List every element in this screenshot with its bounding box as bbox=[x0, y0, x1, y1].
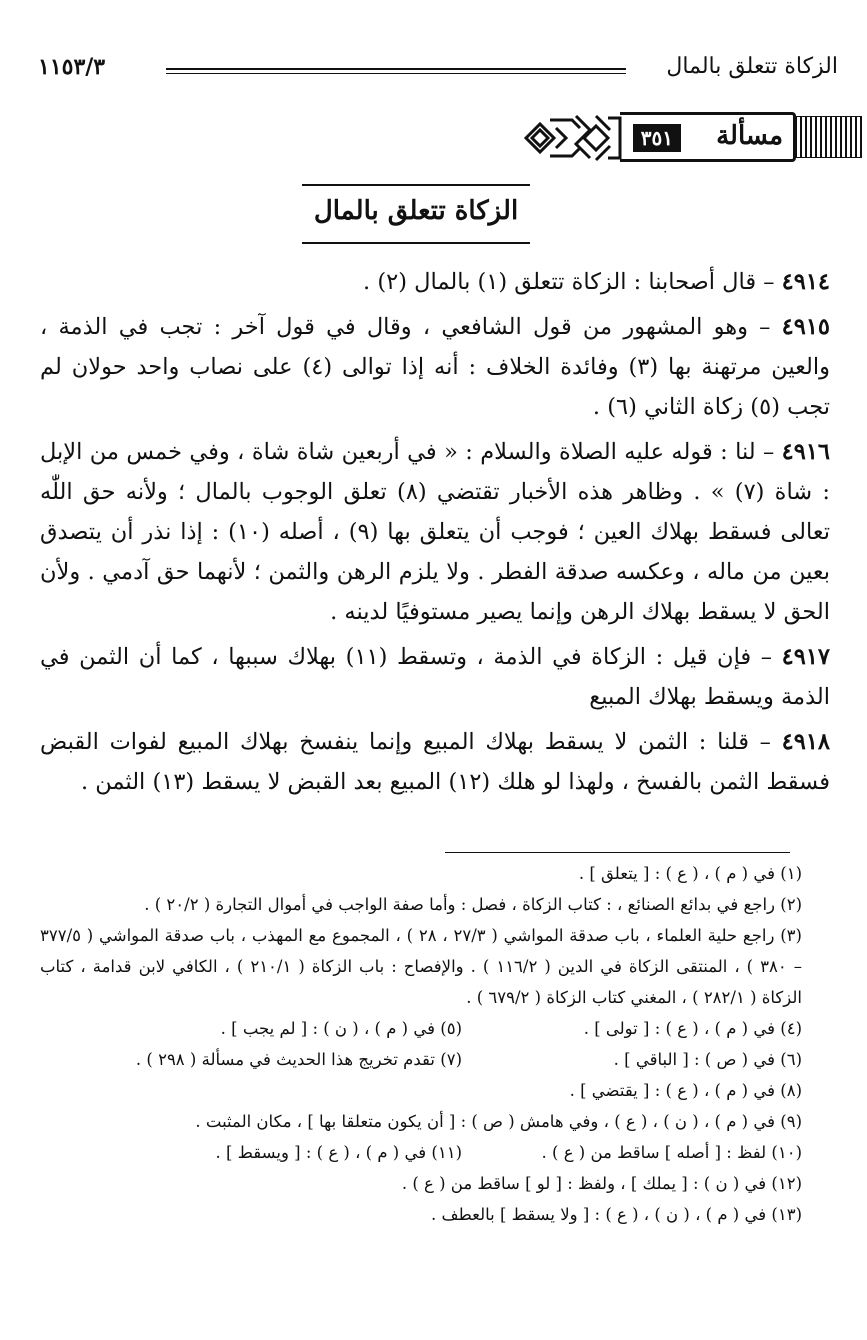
running-title: الزكاة تتعلق بالمال bbox=[666, 54, 838, 79]
footnote: (٦) في ( ص ) : [ الباقي ] . bbox=[613, 1050, 802, 1069]
banner-tab bbox=[620, 112, 796, 162]
header-rule-thin bbox=[166, 73, 626, 74]
paragraph-number: ٤٩١٦ bbox=[781, 439, 830, 465]
footnote: (٨) في ( م ) ، ( ع ) : [ يقتضي ] . bbox=[569, 1081, 802, 1100]
footnote: (٢) راجع في بدائع الصنائع ، : كتاب الزكاة ، فصل : وأما صفة الواجب في أموال التجارة ( ٢٠/٢ ) . bbox=[144, 895, 802, 914]
geometric-knot-ornament-icon bbox=[520, 110, 624, 166]
section-title: الزكاة تتعلق بالمال bbox=[313, 196, 519, 226]
paragraph-number: ٤٩١٨ bbox=[781, 729, 830, 755]
paragraph-number: ٤٩١٤ bbox=[781, 269, 830, 295]
section-title-frame bbox=[302, 184, 530, 244]
footnotes bbox=[40, 858, 802, 1230]
main-text bbox=[40, 262, 830, 807]
paragraph-text: – قلنا : الثمن لا يسقط بهلاك المبيع وإنما ينفسخ بهلاك المبيع لفوات القبض فسقط الثمن بالفسخ ، ولهذا لو هلك (١٢) المبيع بعد القبض لا يسقط (١٣) الثمن . bbox=[40, 729, 830, 795]
footnote: (٣) راجع حلية العلماء ، باب صدقة المواشي ( ٢٧/٣ ، ٢٨ ) ، المجموع مع المهذب ، باب صدقة المواشي ( ٣٧٧/٥ – ٣٨٠ ) ، المنتقى الزكاة في الدين ( ١١٦/٢ ) . والإفصاح : باب الزكاة ( ٢١٠/١ ) ، الكافي لابن قدامة ، كتاب الزكاة ( ٢٨٢/١ ) ، المغني كتاب الزكاة ( ٦٧٩/٢ ) . bbox=[40, 926, 802, 1007]
footnote: (١٣) في ( م ) ، ( ن ) ، ( ع ) : [ ولا يسقط ] بالعطف . bbox=[431, 1205, 802, 1224]
footnote: (١) في ( م ) ، ( ع ) : [ يتعلق ] . bbox=[578, 864, 802, 883]
paragraph-number: ٤٩١٥ bbox=[781, 314, 830, 340]
footnote-pair bbox=[40, 1013, 802, 1044]
masala-banner bbox=[520, 108, 862, 168]
paragraph-number: ٤٩١٧ bbox=[781, 644, 830, 670]
running-header bbox=[38, 48, 838, 88]
paragraph-text: – قال أصحابنا : الزكاة تتعلق (١) بالمال (٢) . bbox=[363, 269, 782, 295]
footnote-separator bbox=[445, 852, 790, 853]
paragraph-text: – فإن قيل : الزكاة في الذمة ، وتسقط (١١) بهلاك سببها ، كما أن الثمن في الذمة ويسقط بهلاك المبيع bbox=[40, 644, 830, 710]
paragraph bbox=[40, 307, 830, 427]
header-rule bbox=[166, 68, 626, 70]
banner-bars-decoration bbox=[794, 116, 862, 158]
footnote: (١٠) لفظ : [ أصله ] ساقط من ( ع ) . bbox=[541, 1143, 802, 1162]
masala-number: ٣٥١ bbox=[633, 124, 681, 152]
footnote: (٧) تقدم تخريج هذا الحديث في مسألة ( ٢٩٨ ) . bbox=[135, 1050, 462, 1069]
footnote: (٩) في ( م ) ، ( ن ) ، ( ع ) ، وفي هامش ( ص ) : [ أن يكون متعلقا بها ] ، مكان المثبت . bbox=[195, 1112, 802, 1131]
paragraph bbox=[40, 262, 830, 302]
footnote: (١١) في ( م ) ، ( ع ) : [ ويسقط ] . bbox=[215, 1143, 462, 1162]
footnote-pair bbox=[40, 1044, 802, 1075]
paragraph bbox=[40, 432, 830, 632]
paragraph-text: – وهو المشهور من قول الشافعي ، وقال في قول آخر : تجب في الذمة ، والعين مرتهنة بها (٣) وفائدة الخلاف : أنه إذا توالى (٤) على نصاب واحد حولان لم تجب (٥) زكاة الثاني (٦) . bbox=[40, 314, 831, 420]
footnote: (٥) في ( م ) ، ( ن ) : [ لم يجب ] . bbox=[220, 1019, 462, 1038]
footnote: (١٢) في ( ن ) : [ يملك ] ، ولفظ : [ لو ] ساقط من ( ع ) . bbox=[401, 1174, 802, 1193]
masala-label: مسألة bbox=[716, 121, 783, 151]
footnote-pair bbox=[40, 1137, 802, 1168]
footnote: (٤) في ( م ) ، ( ع ) : [ تولى ] . bbox=[583, 1019, 802, 1038]
paragraph bbox=[40, 637, 830, 717]
paragraph-text: – لنا : قوله عليه الصلاة والسلام : « في أربعين شاة شاة ، وفي خمس من الإبل : شاة (٧) » . وظاهر هذه الأخبار تقتضي (٨) تعلق الوجوب بالمال ؛ ولأنه حق اللّٰه تعالى فسقط بهلاك العين ؛ فوجب أن يتعلق بها (٩) ، أصله (١٠) : إذا نذر أن يتصدق بعين من ماله ، وعكسه صدقة الفطر . ولا يلزم الرهن والثمن ؛ لأنهما حق آدمي . ولأن الحق لا يسقط بهلاك الرهن وإنما يصير مستوفيًا لدينه . bbox=[40, 439, 830, 625]
paragraph bbox=[40, 722, 830, 802]
page-number: ١١٥٣/٣ bbox=[38, 54, 106, 80]
